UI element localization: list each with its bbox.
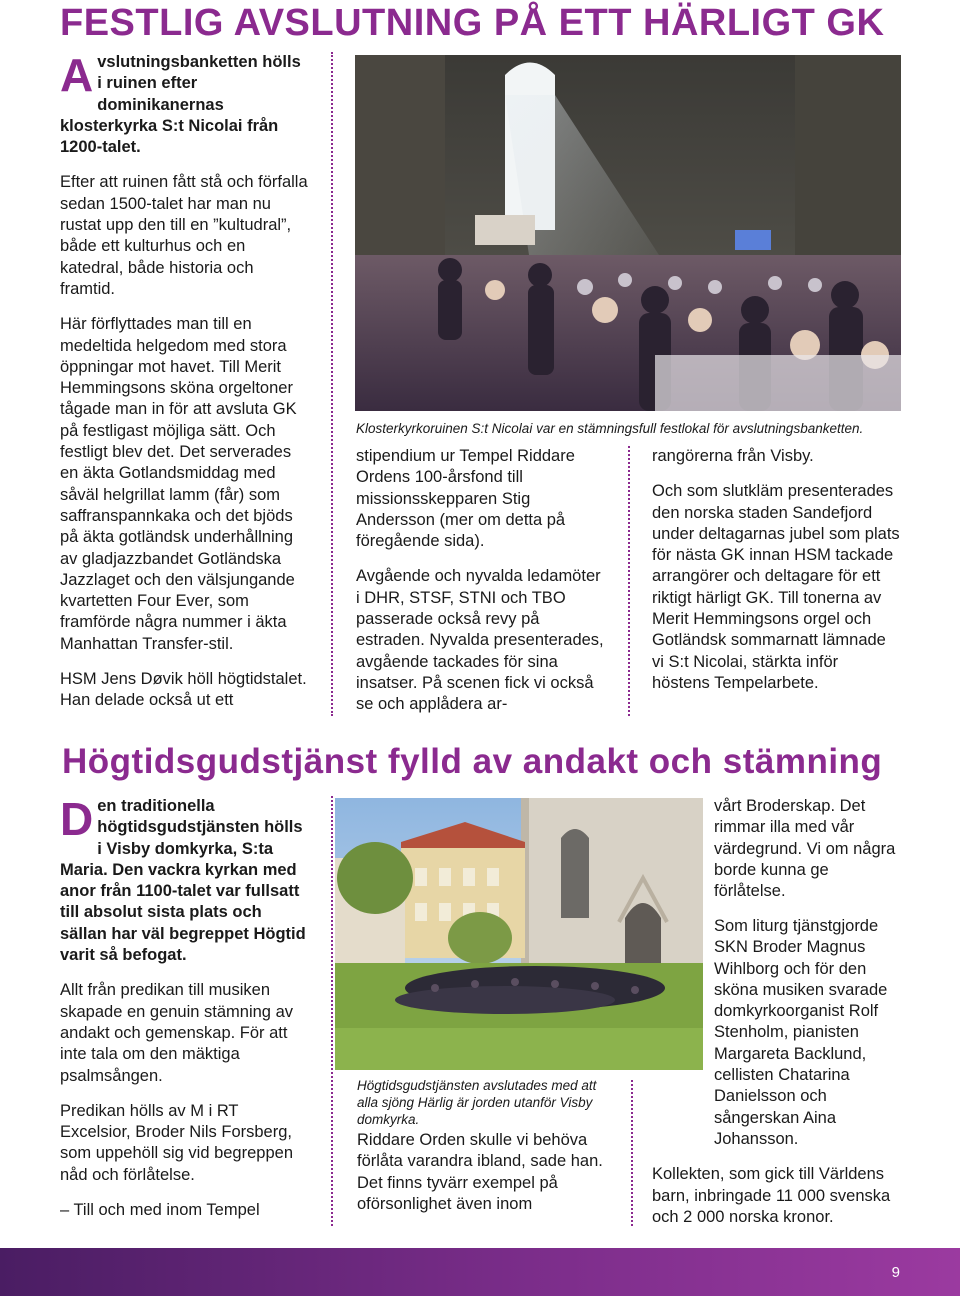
article1-paragraph: HSM Jens Døvik höll högtidstalet. Han delade också ut ett bbox=[60, 670, 307, 710]
column-divider bbox=[628, 446, 630, 716]
article2-dropcap: D bbox=[60, 793, 94, 845]
cathedral-photo-caption: Högtidsgudstjänsten avslutades med att alla sjöng Härlig är jorden utanför Visby domkyrka. bbox=[357, 1078, 597, 1127]
article2-paragraph: Predikan hölls av M i RT Excelsior, Broder Nils Forsberg, som uppehöll sig vid begreppen nåd och förlåtelse. bbox=[60, 1101, 293, 1184]
article2-paragraph: vårt Broderskap. Det rimmar illa med vår värdegrund. Vi om några borde kunna ge förlåtelse. bbox=[714, 797, 896, 901]
article2-column-2 bbox=[357, 1130, 612, 1215]
article2-lead-text: en traditionella högtidsgudstjänsten hölls i Visby domkyrka, S:ta Maria. Den vackra kyrkan med anor från 1100-talet var fullsatt till absolut sista plats och sällan har väl begreppet Högtid varit så befogat. bbox=[60, 797, 306, 965]
column-divider bbox=[331, 796, 333, 1226]
article1-paragraph: Här förflyttades man till en medeltida helgedom med stora öppningar mot havet. Till Merit Hemmingsons sköna orgeltoner tågade man in för att avsluta GK på festligast möjliga sätt. Och festligt blev det. Det serverades en äkta Gotlandsmiddag med såväl helgrillat lamm (får) som saffranspannkaka och det bjöds på äkta gotländsk underhållning av gladjazzbandet Gotländska Jazzlaget och den välsjungande kvartetten Four Ever, som framförde några nummer i äkta Manhattan Transfer-stil. bbox=[60, 315, 297, 653]
article1-column-1 bbox=[60, 49, 308, 712]
article1-lead-text: vslutningsbanketten hölls i ruinen efter dominikanernas klosterkyrka S:t Nicolai från 1200-talet. bbox=[60, 53, 301, 157]
article2-paragraph: Som liturg tjänstgjorde SKN Broder Magnus Wihlborg och för den sköna musiken svarade domkyrkoorganist Rolf Stenholm, pianisten Margareta Backlund, cellisten Chatarina Danielsson och sångerskan Aina Johansson. bbox=[714, 917, 888, 1148]
cathedral-photo bbox=[335, 798, 703, 1070]
article2-paragraph: – Till och med inom Tempel bbox=[60, 1201, 260, 1220]
article2-paragraph: Riddare Orden skulle vi behöva förlåta varandra ibland, sade han. Det finns tyvärr exempel på oförsonlighet även inom bbox=[357, 1131, 603, 1213]
article1-paragraph: stipendium ur Tempel Riddare Ordens 100-årsfond till missionsskepparen Stig Andersson (mer om detta på föregående sida). bbox=[356, 447, 575, 551]
article2-column-1 bbox=[60, 793, 310, 1221]
article1-lead bbox=[60, 49, 308, 158]
article1-paragraph: Och som slutkläm presenterades den norska staden Sandefjord under deltagarnas jubel som plats för nästa GK innan HSM tackade arrangörer och deltagare för ett riktigt härligt GK. Till tonerna av Merit Hemmingsons orgel och Gotländsk sommarnatt lämnade vi S:t Nicolai, stärkta inför höstens Tempelarbete. bbox=[652, 482, 900, 692]
article1-column-3 bbox=[652, 446, 900, 694]
article2-column-3-upper bbox=[714, 796, 904, 902]
banquet-photo bbox=[355, 55, 901, 411]
column-divider bbox=[331, 52, 333, 716]
article1-headline: FESTLIG AVSLUTNING PÅ ETT HÄRLIGT GK bbox=[60, 2, 885, 44]
banquet-photo-caption: Klosterkyrkoruinen S:t Nicolai var en stämningsfull festlokal för avslutningsbanketten. bbox=[356, 421, 864, 436]
banquet-photo-illustration bbox=[355, 55, 901, 411]
article2-lead bbox=[60, 793, 310, 966]
article2-paragraph: Kollekten, som gick till Världens barn, inbringade 11 000 svenska och 2 000 norska kronor. bbox=[652, 1165, 891, 1226]
cathedral-photo-illustration bbox=[335, 798, 703, 1070]
article1-paragraph: Avgående och nyvalda ledamöter i DHR, STSF, STNI och TBO passerade också revy på estraden. Nyvalda presenterades, avgående tackades för sina insatser. På scenen fick vi också se och applådera ar- bbox=[356, 567, 604, 714]
article2-column-3-lower bbox=[652, 916, 902, 1228]
column-divider bbox=[631, 1080, 633, 1226]
article1-column-2 bbox=[356, 446, 608, 716]
page-number: 9 bbox=[891, 1264, 900, 1281]
page-footer-band bbox=[0, 1248, 960, 1296]
article1-paragraph: rangörerna från Visby. bbox=[652, 447, 814, 465]
article2-headline: Högtidsgudstjänst fylld av andakt och stämning bbox=[62, 742, 883, 781]
article1-dropcap: A bbox=[60, 49, 94, 101]
article1-paragraph: Efter att ruinen fått stå och förfalla sedan 1500-talet har man nu rustat upp den till en ”kultudral”, både ett kulturhus och en katedral, både historia och framtid. bbox=[60, 173, 308, 298]
article2-paragraph: Allt från predikan till musiken skapade en genuin stämning av andakt och gemenskap. För att inte tala om den mäktiga psalmsången. bbox=[60, 981, 293, 1085]
